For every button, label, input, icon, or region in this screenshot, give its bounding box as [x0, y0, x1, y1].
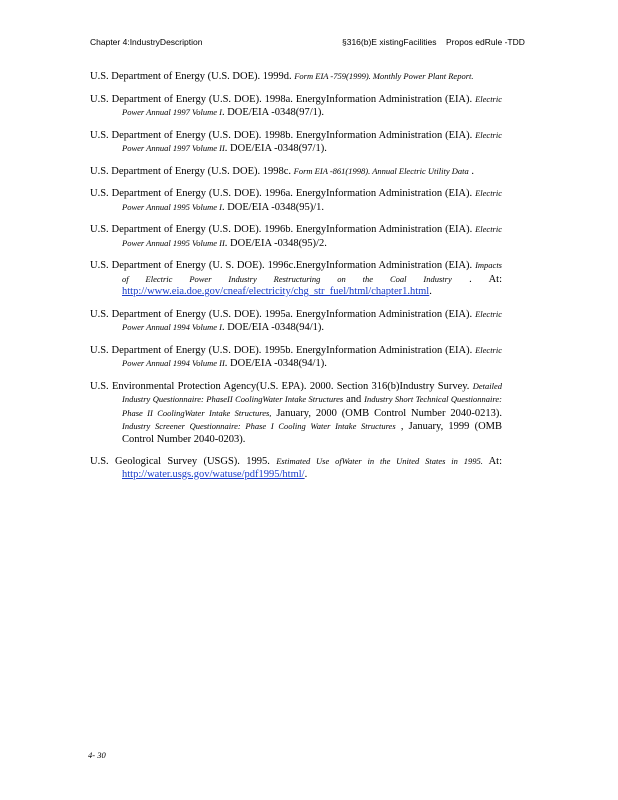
reference-link[interactable]: http://water.usgs.gov/watuse/pdf1995/html/	[122, 468, 305, 480]
reference-entry: U.S. Department of Energy (U.S. DOE). 1996a. EnergyInformation Administration (EIA). Electric Power Annual 1995 Volume I. DOE/EIA -0348(95)/1.	[90, 188, 502, 213]
header-rule: Propos edRule -TDD	[446, 37, 525, 47]
header-section: §316(b)E xistingFacilities	[342, 37, 437, 47]
reference-entry: U.S. Geological Survey (USGS). 1995. Estimated Use ofWater in the United States in 1995. At: http://water.usgs.gov/watuse/pdf1995/html/.	[90, 456, 502, 480]
reference-link[interactable]: http://www.eia.doe.gov/cneaf/electricity/chg_str_fuel/html/chapter1.html	[122, 286, 430, 297]
reference-entry: U.S. Department of Energy (U.S. DOE). 1996b. EnergyInformation Administration (EIA). Electric Power Annual 1995 Volume II. DOE/EIA -0348(95)/2.	[90, 224, 502, 249]
reference-entry: U.S. Department of Energy (U.S. DOE). 1995a. EnergyInformation Administration (EIA). Electric Power Annual 1994 Volume I. DOE/EIA -0348(94/1).	[90, 308, 502, 333]
page-number: 4- 30	[88, 750, 106, 760]
reference-list	[90, 70, 502, 490]
reference-entry: U.S. Department of Energy (U.S. DOE). 1998c. Form EIA -861(1998). Annual Electric Utility Data .	[90, 165, 474, 177]
reference-entry: U.S. Department of Energy (U.S. DOE). 1999d. Form EIA -759(1999). Monthly Power Plant Report.	[90, 71, 474, 82]
reference-entry: U.S. Department of Energy (U. S. DOE). 1996c.EnergyInformation Administration (EIA). Impacts of Electric Power Industry Restructuring on the Coal Industry . At: http://www.eia.doe.gov/cneaf/electricity/chg_str_fuel/html/chapter1.html.	[90, 260, 502, 297]
reference-entry: U.S. Department of Energy (U.S. DOE). 1998a. EnergyInformation Administration (EIA). Electric Power Annual 1997 Volume I. DOE/EIA -0348(97/1).	[90, 93, 502, 118]
reference-entry: U.S. Environmental Protection Agency(U.S. EPA). 2000. Section 316(b)Industry Survey. Detailed Industry Questionnaire: PhaseII CoolingWater Intake Structures and Industry Short Technical Questionnaire: Phase II CoolingWater Intake Structures, January, 2000 (OMB Control Number 2040-0213). Industry Screener Questionnaire: Phase I Cooling Water Intake Structures , January, 1999 (OMB Control Number 2040-0203).	[90, 380, 502, 445]
header-chapter: Chapter 4:IndustryDescription	[90, 37, 203, 47]
reference-entry: U.S. Department of Energy (U.S. DOE). 1995b. EnergyInformation Administration (EIA). Electric Power Annual 1994 Volume II. DOE/EIA -0348(94/1).	[90, 344, 502, 369]
reference-entry: U.S. Department of Energy (U.S. DOE). 1998b. EnergyInformation Administration (EIA). Electric Power Annual 1997 Volume II. DOE/EIA -0348(97/1).	[90, 129, 502, 154]
